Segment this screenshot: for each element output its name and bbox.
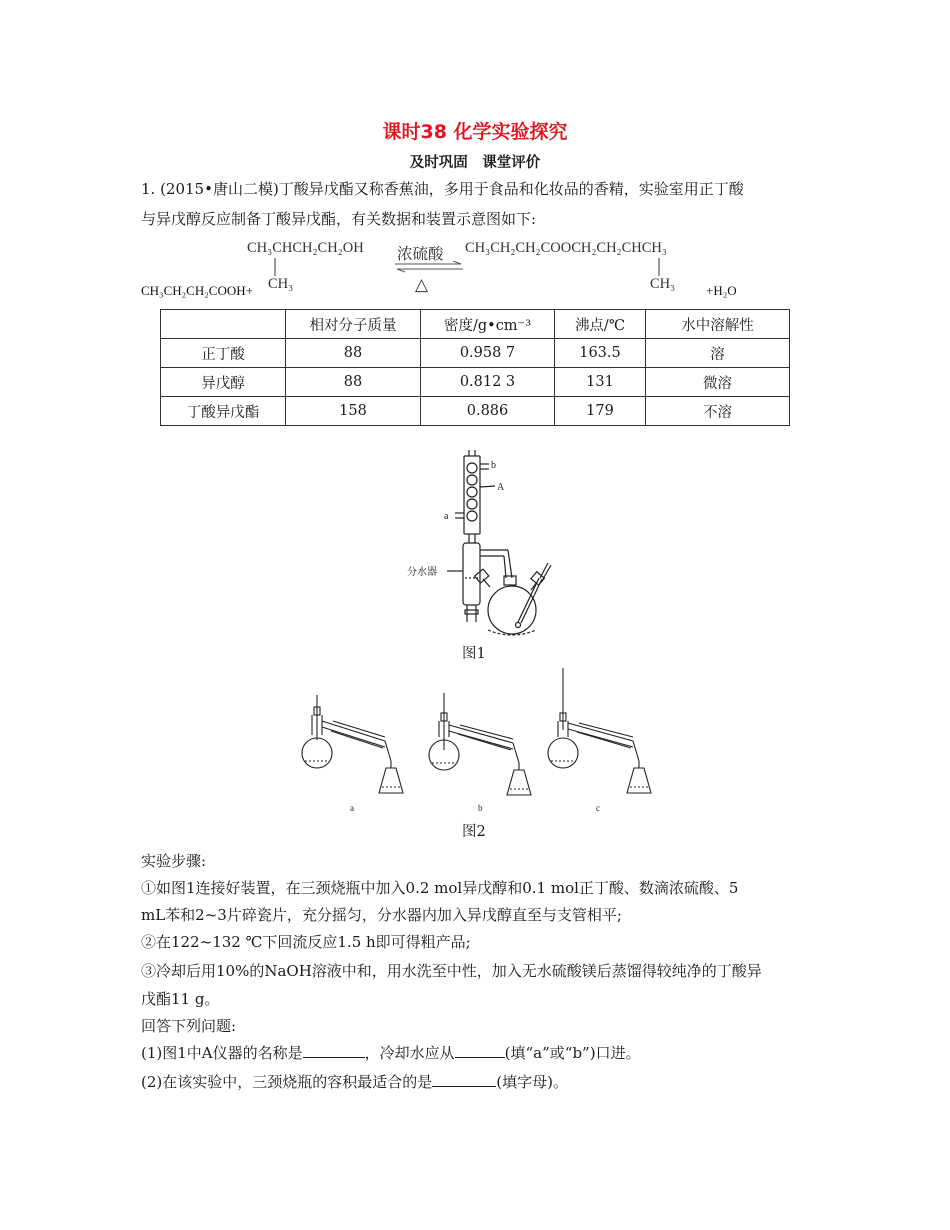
table-header-cell: 密度/g•cm⁻³ — [421, 310, 555, 339]
question-intro-line-1: 1. (2015•唐山二模)丁酸异戊酯又称香蕉油，多用于食品和化妆品的香精，实验室用正丁酸 — [141, 180, 744, 198]
answer-blank-flask-volume[interactable] — [432, 1072, 496, 1087]
question-2 — [141, 1072, 821, 1092]
properties-table — [160, 309, 790, 426]
table-row — [161, 368, 790, 397]
table-cell: 正丁酸 — [161, 339, 286, 368]
step-1-line-1: ①如图1连接好装置，在三颈烧瓶中加入0.2 mol异戊醇和0.1 mol正丁酸、数滴浓硫酸、5 — [141, 879, 739, 897]
figure-2-caption: 图2 — [462, 824, 486, 840]
figure-1-label-b: b — [491, 460, 496, 471]
table-header-cell: 水中溶解性 — [646, 310, 790, 339]
heat-symbol: △ — [415, 275, 429, 294]
table-cell: 88 — [286, 368, 421, 397]
answer-blank-water-inlet[interactable] — [455, 1043, 505, 1058]
figure-2-label-c: c — [596, 803, 600, 813]
figure-1-caption: 图1 — [462, 646, 486, 662]
question-2-text-2: (填字母)。 — [496, 1073, 568, 1091]
answer-blank-instrument-name[interactable] — [303, 1043, 365, 1058]
question-intro-line-2: 与异戊醇反应制备丁酸异戊酯，有关数据和装置示意图如下: — [141, 210, 537, 228]
distillation-setup-b — [429, 693, 531, 795]
table-cell: 158 — [286, 397, 421, 426]
step-1-line-2: mL苯和2~3片碎瓷片，充分摇匀，分水器内加入异戊醇直至与支管相平; — [141, 906, 622, 924]
alcohol-branch-methyl: CH₃ — [268, 276, 294, 292]
figure-1-label-a: a — [444, 511, 449, 522]
alcohol-branch-bond — [272, 258, 278, 276]
figure-2-label-b: b — [478, 803, 483, 813]
table-cell: 88 — [286, 339, 421, 368]
figure-1-label-A: A — [497, 482, 505, 493]
table-cell: 异戊醇 — [161, 368, 286, 397]
table-row — [161, 397, 790, 426]
figure-2-label-a: a — [350, 803, 354, 813]
table-cell: 179 — [555, 397, 646, 426]
table-header-cell — [161, 310, 286, 339]
product-water: +H₂O — [706, 283, 737, 298]
figure-2-apparatus — [295, 665, 655, 815]
reactant-isoamyl-alcohol: CH₃CHCH₂CH₂OH — [247, 240, 364, 256]
table-header-cell: 相对分子质量 — [286, 310, 421, 339]
table-cell: 丁酸异戊酯 — [161, 397, 286, 426]
table-cell: 不溶 — [646, 397, 790, 426]
section-subtitle: 及时巩固 课堂评价 — [409, 155, 541, 171]
table-row — [161, 339, 790, 368]
question-2-text-1: (2)在该实验中，三颈烧瓶的容积最适合的是 — [141, 1073, 433, 1091]
catalyst-label: 浓硫酸 — [397, 246, 444, 263]
product-ester: CH₃CH₂CH₂COOCH₂CH₂CHCH₃ — [465, 240, 667, 256]
question-1-text-1: (1)图1中A仪器的名称是 — [141, 1044, 303, 1062]
ester-branch-bond — [656, 258, 662, 276]
figure-1-label-separator: 分水器 — [407, 567, 437, 578]
table-header-cell: 沸点/℃ — [555, 310, 646, 339]
question-1-text-2: ，冷却水应从 — [364, 1044, 455, 1062]
table-cell: 0.886 — [421, 397, 555, 426]
step-3-line-2: 戊酯11 g。 — [141, 990, 220, 1008]
ester-branch-methyl: CH₃ — [650, 276, 676, 292]
question-1-text-3: (填“a”或“b”)口进。 — [504, 1044, 641, 1062]
distillation-setup-c — [548, 668, 651, 793]
figure-1-apparatus — [400, 450, 570, 645]
table-cell: 131 — [555, 368, 646, 397]
questions-heading: 回答下列问题: — [141, 1017, 237, 1035]
equilibrium-arrows — [393, 261, 465, 273]
question-1 — [141, 1043, 821, 1063]
table-cell: 溶 — [646, 339, 790, 368]
step-3-line-1: ③冷却后用10%的NaOH溶液中和，用水洗至中性，加入无水硫酸镁后蒸馏得较纯净的丁酸异 — [141, 962, 762, 980]
page-title: 课时38 化学实验探究 — [382, 121, 568, 143]
table-cell: 0.958 7 — [421, 339, 555, 368]
distillation-setup-a — [302, 695, 403, 793]
table-cell: 163.5 — [555, 339, 646, 368]
table-header-row — [161, 310, 790, 339]
step-2: ②在122~132 ℃下回流反应1.5 h即可得粗产品; — [141, 933, 471, 951]
table-cell: 0.812 3 — [421, 368, 555, 397]
steps-heading: 实验步骤: — [141, 852, 207, 870]
reactant-butyric-acid: CH₃CH₂CH₂COOH+ — [141, 283, 253, 298]
table-cell: 微溶 — [646, 368, 790, 397]
